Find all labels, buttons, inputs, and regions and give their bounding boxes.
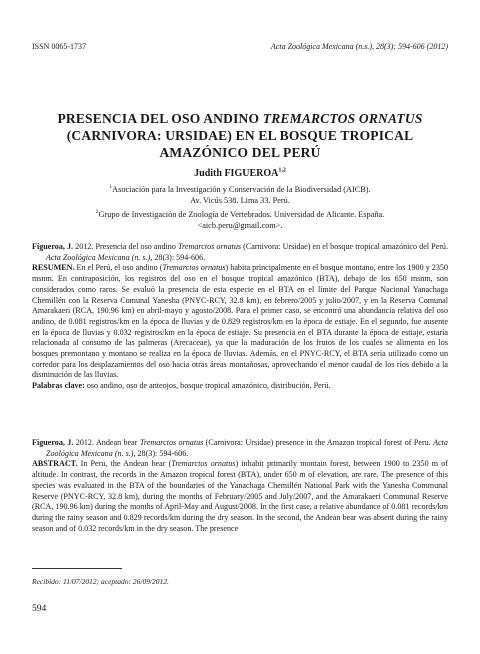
spanish-abstract: RESUMEN. En el Perú, el oso andino (Tremarctos ornatus) habita principalmente en el bosque montano, entre los 1900 y 2350 msnm. En contraposición, los registros del oso en el bosque tropical amazónico (BTA), debajo de los 650 msnm, son considerados como raros. Se evaluó la presencia de esta especie en el BTA en el límite del Parque Nacional Yanachaga Chemillén con la Reserva Comunal Yanesha (PNYC-RCY, 32.8 km), en febrero/2005 y julio/2007, y en la Reserva Comunal Amarakaeri (RCA, 190.96 km) en abril-mayo y agosto/2008. Para el primer caso, se encontró una abundancia relativa del oso andino, de 0.081 registros/km en la época de lluvias y de 0.829 registros/km en la época de estiaje. En el segundo, fue ausente en la época de lluvias y 0.032 registros/km en la época de estiaje. Su presencia en el BTA durante la época de estiaje, estaría relacionada al consumo de las palmeras (Arecaceae), ya que la maduración de los frutos de los cuales se alimenta en los bosques premontano y montano se realiza en la época de lluvias. Además, en el PNYC-RCY, el BTA sería utilizado como un corredor para los desplazamientos del oso hacia otras áreas montañosas, aprovechando el menor caudal de los ríos debido a la disminución de las lluvias. [32, 263, 448, 380]
english-section [32, 438, 448, 534]
affiliation-1-mark: 1 [109, 184, 113, 190]
spanish-keywords: Palabras clave: oso andino, oso de anteojos, bosque tropical amazónico, distribución, Perú. [32, 381, 331, 391]
keywords-label: Palabras clave: [32, 381, 85, 391]
english-abstract: ABSTRACT. In Peru, the Andean bear (Tremarctos ornatus) inhabit primarily montain forest, between 1900 to 2350 m of altitude. In contrast, the records in the Amazon tropical forest (BTA), under 650 m of elevation, are rare. The presence of this species was evaluated in the BTA of the boundaries of the Yanachaga Chemillén National Park with the Yanesha Communal Reserve (PNYC-RCY, 32.8 km), during the months of February/2005 and July/2007, and the Amarakaeri Communal Reserve (RCA, 190.96 km) during the months of April-May and August/2008. In the first case, a relative abundance of 0.081 records/km during the rainy season and 0.829 records/km during the dry season. In the second, the Andean bear was absent during the rainy season and of 0.032 records/km in the dry season. The presence [32, 459, 448, 533]
footnote-rule [32, 568, 122, 569]
author-line [32, 168, 448, 179]
title-line-2: (CARNIVORA: URSIDAE) EN EL BOSQUE TROPICAL [66, 128, 414, 143]
abstract-label-es: RESUMEN. [32, 263, 75, 273]
affiliation-2-mark: 2 [95, 208, 99, 215]
title-line-3: AMAZÓNICO DEL PERÚ [159, 145, 321, 160]
journal-citation-header: Acta Zoológica Mexicana (n.s.), 28(3): 594-606 (2012) [270, 42, 448, 51]
spanish-citation: Figueroa, J. 2012. Presencia del oso andino Tremarctos ornatus (Carnivora: Ursidae) en el bosque tropical amazónico del Perú. Acta Zoológica Mexicana (n. s.), 28(3): 594-606. [32, 242, 448, 262]
abstract-label-en: ABSTRACT. [32, 459, 78, 469]
running-header [32, 42, 448, 51]
title-species: TREMARCTOS ORNATUS [262, 111, 423, 126]
title-prefix: PRESENCIA DEL OSO ANDINO [57, 111, 263, 126]
author-name: Judith FIGUEROA [194, 168, 279, 179]
affiliation-1-address: Av. Vicús 538. Lima 33. Perú. [190, 196, 290, 206]
affiliation-1: $^1$Asociación para la Investigación y Conservación de la Biodiversidad (AICB). [109, 184, 371, 194]
affiliations [32, 182, 448, 232]
article-title [32, 110, 448, 161]
english-citation: Figueroa, J. 2012. Andean bear Tremarctos ornatus (Carnivora: Ursidae) presence in the Amazon tropical forest of Peru. Acta Zoológica Mexicana (n. s.), 28(3): 594-606. [32, 438, 448, 458]
page-number: 594 [32, 604, 47, 614]
affiliation-2: $^2$Grupo de Investigación de Zoología de Vertebrados. Universidad de Alicante. España. [95, 208, 385, 219]
issn: ISSN 0065-1737 [32, 42, 87, 51]
spanish-section [32, 242, 448, 392]
author-affiliation-marks: 1,2 [278, 167, 286, 174]
title-line-1 [32, 110, 448, 127]
author-email[interactable]: <aicb.peru@gmail.com>. [197, 221, 283, 231]
received-dates: Recibido: 11/07/2012; aceptado: 26/09/2012. [32, 577, 169, 586]
